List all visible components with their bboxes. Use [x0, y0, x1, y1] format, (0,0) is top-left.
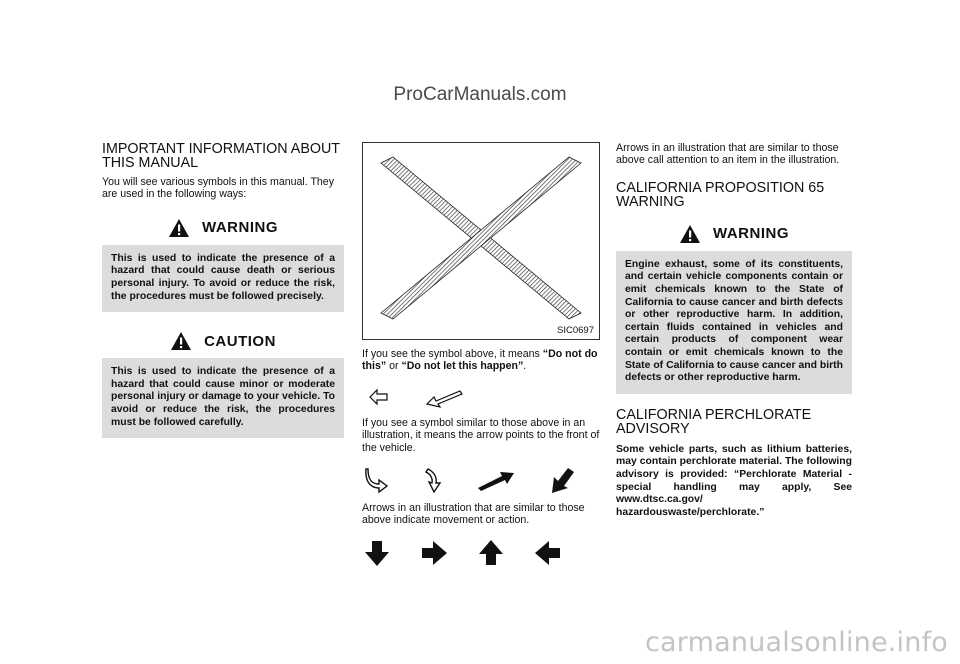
front-arrow-icon: [424, 385, 464, 409]
attention-arrow-icon: [420, 540, 448, 566]
section-heading-perchlorate: CALIFORNIA PERCHLORATE ADVISORY: [616, 406, 812, 437]
warning-triangle-icon: [679, 224, 701, 244]
attention-arrow-icon: [478, 539, 504, 567]
symbol-meaning-text: If you see the symbol above, it means “Do not do this” or “Do not let this happen”.: [362, 348, 598, 373]
arrow-movement-text: Arrows in an illustration that are similar to those above indicate movement or action.: [362, 502, 585, 527]
prop65-warning-header: [616, 217, 852, 251]
intro-text: You will see various symbols in this manual. They are used in the following ways:: [102, 176, 334, 201]
warning-header: [102, 211, 344, 245]
caution-text: This is used to indicate the presence of a hazard that could cause minor or moderate personal injury or damage to your vehicle. To avoid or reduce the risk, the procedures must be followed carefully.: [111, 366, 335, 428]
caution-label: CAUTION: [204, 332, 276, 350]
caution-box: [102, 324, 344, 438]
do-not-symbol-figure: [362, 142, 600, 340]
section-heading-important-info: IMPORTANT INFORMATION ABOUT THIS MANUAL: [102, 141, 340, 171]
watermark-bottom: carmanualsonline.info: [645, 627, 948, 658]
movement-arrow-icon: [476, 468, 516, 492]
column-1: [102, 142, 344, 438]
warning-triangle-icon: [170, 331, 192, 351]
arrow-front-text: If you see a symbol similar to those above in an illustration, it means the arrow points to the front of the vehicle.: [362, 416, 600, 454]
front-arrow-icon: [366, 385, 390, 409]
column-2: [362, 142, 600, 567]
prop65-warning-text: Engine exhaust, some of its constituents, and certain vehicle components contain or emit chemicals known to the State of California to cause cancer and birth defects or other reproductive harm. In addition, certain fluids contained in vehicles and certain products of component wear contain or emit chemicals known to the State of California to cause cancer and birth defects or other reproductive harm.: [625, 258, 843, 384]
warning-text: This is used to indicate the presence of a hazard that could cause death or serious personal injury. To avoid or reduce the risk, the procedures must be followed precisely.: [111, 252, 335, 302]
movement-arrow-row: [364, 466, 600, 494]
watermark-top: ProCarManuals.com: [393, 84, 567, 105]
front-arrow-row: [366, 385, 600, 409]
section-heading-prop65: CALIFORNIA PROPOSITION 65 WARNING: [616, 179, 825, 210]
warning-triangle-icon: [168, 218, 190, 238]
movement-arrow-icon: [364, 466, 390, 494]
movement-arrow-icon: [420, 466, 446, 494]
attention-arrow-icon: [364, 539, 390, 567]
warning-label: WARNING: [202, 219, 278, 237]
figure-code: SIC0697: [557, 325, 594, 336]
perchlorate-text: Some vehicle parts, such as lithium batteries, may contain perchlorate material. The following advisory is provided: “Perchlorate Material - special handling may apply, See www.dtsc.ca.gov/ hazardouswaste/perchlorate.”: [616, 443, 852, 518]
column-3: [616, 142, 852, 519]
prop65-warning-label: WARNING: [713, 225, 789, 243]
attention-arrow-icon: [534, 540, 562, 566]
warning-box: [102, 211, 344, 312]
prop65-warning-box: [616, 217, 852, 394]
do-not-x-icon: [363, 143, 599, 339]
arrows-attention-text: Arrows in an illustration that are similar to those above call attention to an item in the illustration.: [616, 142, 840, 167]
caution-header: [102, 324, 344, 358]
attention-arrow-row: [364, 539, 600, 567]
movement-arrow-icon: [546, 466, 576, 494]
